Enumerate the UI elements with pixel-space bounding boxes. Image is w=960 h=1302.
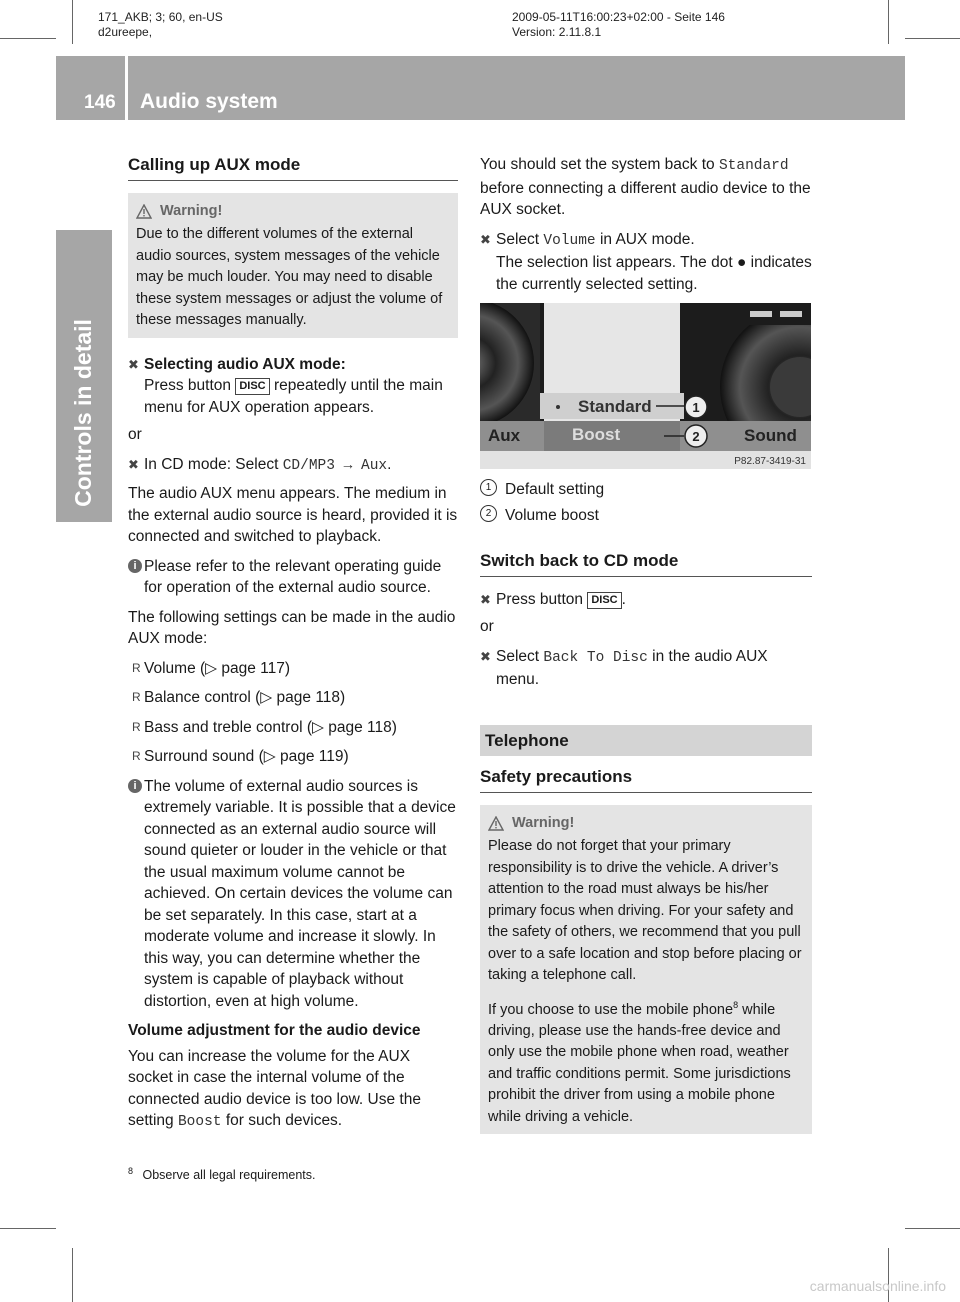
step-text: repeatedly until the main menu for AUX operation appears.	[144, 377, 443, 416]
crop-mark	[72, 1248, 73, 1302]
warning-box	[128, 193, 458, 338]
step-arrow-icon: ✖	[128, 356, 139, 372]
list-item: R Balance control (▷ page 118)	[128, 687, 458, 709]
crop-mark	[905, 1228, 960, 1229]
step-item	[480, 229, 812, 296]
setting-name: Standard	[718, 158, 789, 174]
page-number: 146	[84, 92, 116, 113]
step-text: .	[621, 590, 626, 608]
list-item: R Surround sound (▷ page 119)	[128, 746, 458, 768]
crop-mark	[0, 38, 56, 39]
step-arrow-icon: ✖	[480, 231, 491, 247]
image-code: P82.87-3419-31	[734, 456, 806, 467]
warning-box	[480, 805, 812, 1135]
side-tab-label: Controls in detail	[70, 319, 96, 507]
crop-mark	[72, 0, 73, 44]
warning-icon	[488, 816, 504, 831]
paragraph	[128, 1046, 458, 1134]
callout-1: 1	[692, 400, 700, 415]
warning-title	[136, 201, 450, 223]
footnote-ref: 8	[733, 999, 739, 1010]
section-heading: Switch back to CD mode	[480, 550, 812, 577]
step-text: In CD mode: Select	[144, 455, 279, 473]
warning-text: Due to the different volumes of the external audio sources, system messages of the vehicle may be much louder. You may need to disable these system messages or adjust the volume of these messages manually.	[136, 226, 443, 328]
watermark: carmanualsonline.info	[809, 1278, 946, 1294]
audio-display-image	[480, 303, 811, 469]
footnote	[128, 1166, 316, 1182]
step-text: Press button	[496, 590, 584, 608]
meta-right	[512, 10, 725, 40]
meta-line: 171_AKB; 3; 60, en-US	[98, 10, 223, 24]
left-column	[128, 154, 458, 1142]
subheading: Volume adjustment for the audio device	[128, 1022, 421, 1039]
step-text: Select	[496, 230, 540, 248]
side-tab-block	[56, 230, 112, 304]
section-heading: Calling up AUX mode	[128, 154, 458, 181]
setting-name: Volume	[543, 232, 596, 249]
paragraph-text: You can increase the volume for the AUX socket in case the internal volume of the connected audio device is too low. Use the setting	[128, 1047, 421, 1129]
section-heading: Safety precautions	[480, 766, 812, 793]
warning-title-text: Warning!	[160, 202, 223, 219]
warning-icon	[136, 204, 152, 219]
menu-path: Back To Disc	[543, 649, 648, 666]
step-text: The selection list appears. The dot ● indicates the currently selected setting.	[496, 254, 812, 293]
info-icon: i	[128, 779, 142, 793]
callout-2: 2	[692, 429, 700, 444]
step-arrow-icon: ✖	[128, 456, 139, 472]
info-text: The volume of external audio sources is extremely variable. It is possible that a device connected as an external audio source will sound quieter or louder in the vehicle or that the usual maximum volume cannot be achieved. On certain devices the volume can be set separately. In this case, start at a moderate volume and increase it slowly. In this way, you can determine whether the system is capable of playback without distortion, even at high volume.	[144, 777, 456, 1010]
step-arrow-icon: ✖	[480, 591, 491, 607]
footnote-text: Observe all legal requirements.	[142, 1168, 316, 1183]
footnote-number: 8	[128, 1166, 134, 1176]
warning-text-part: If you choose to use the mobile phone	[488, 1001, 734, 1018]
paragraph: The audio AUX menu appears. The medium in the external audio source is heard, provided it is connected and switched to playback.	[128, 485, 458, 545]
legend-item	[480, 479, 812, 501]
step-item	[128, 454, 458, 478]
step-text: Select	[496, 647, 540, 665]
disc-key-icon: DISC	[235, 378, 269, 395]
chapter-title: Audio system	[140, 90, 278, 113]
warning-title	[488, 813, 804, 835]
meta-line: 2009-05-11T16:00:23+02:00 - Seite 146	[512, 10, 725, 24]
warning-text	[488, 995, 804, 1129]
aux-softkey: Aux	[488, 426, 521, 445]
setting-name: Boost	[177, 1114, 222, 1130]
legend-number: 1	[480, 479, 497, 496]
step-arrow-icon: ✖	[480, 648, 491, 664]
boost-option: Boost	[572, 425, 621, 444]
crop-mark	[888, 0, 889, 44]
paragraph	[480, 154, 812, 221]
menu-path: CD/MP3 → Aux	[282, 457, 388, 474]
paragraph: The following settings can be made in the audio AUX mode:	[128, 608, 456, 647]
or-text: or	[480, 618, 494, 635]
step-item	[128, 354, 458, 419]
legend-item	[480, 505, 812, 527]
info-note	[128, 556, 458, 599]
warning-title-text: Warning!	[512, 814, 575, 831]
step-text: .	[387, 455, 392, 473]
meta-left	[98, 10, 223, 40]
right-column	[480, 154, 812, 1150]
paragraph-text: before connecting a different audio device to the AUX socket.	[480, 179, 811, 218]
step-title: Selecting audio AUX mode:	[144, 355, 346, 373]
step-text: in the audio AUX menu.	[496, 647, 768, 688]
step-text: in AUX mode.	[599, 230, 695, 248]
section-band: Telephone	[480, 725, 812, 757]
list-item: R Volume (▷ page 117)	[128, 658, 458, 680]
info-text: Please refer to the relevant operating guide for operation of the external audio source.	[144, 557, 442, 596]
paragraph-text: You should set the system back to	[480, 156, 715, 173]
step-item	[480, 589, 812, 611]
step-text: Press button	[144, 377, 232, 394]
warning-text-part: while driving, please use the hands-free device and only use the mobile phone when road, weather and traffic conditions permit. Some jurisdictions prohibit the driver from using a mobile phone while driving a vehicle.	[488, 1001, 791, 1125]
crop-mark	[0, 1228, 56, 1229]
header-divider	[125, 56, 128, 120]
legend-text: Default setting	[505, 481, 605, 498]
legend-text: Volume boost	[505, 506, 599, 524]
crop-mark	[905, 38, 960, 39]
meta-line: Version: 2.11.8.1	[512, 25, 602, 39]
disc-key-icon: DISC	[587, 592, 621, 609]
or-text: or	[128, 426, 142, 443]
legend-number: 2	[480, 505, 497, 522]
paragraph-text: for such devices.	[225, 1112, 343, 1129]
standard-option: Standard	[578, 397, 652, 416]
sound-softkey: Sound	[744, 426, 797, 445]
info-icon: i	[128, 559, 142, 573]
info-note	[128, 776, 458, 1013]
meta-line: d2ureepe,	[98, 25, 153, 39]
warning-text: Please do not forget that your primary responsibility is to drive the vehicle. A driver’s attention to the road must always be his/her primary focus when driving. For your safety and the safety of others, we recommend that you pull over to a safe location and stop before placing or taking a telephone call.	[488, 838, 802, 983]
list-item: R Bass and treble control (▷ page 118)	[128, 717, 458, 739]
step-item	[480, 646, 812, 691]
